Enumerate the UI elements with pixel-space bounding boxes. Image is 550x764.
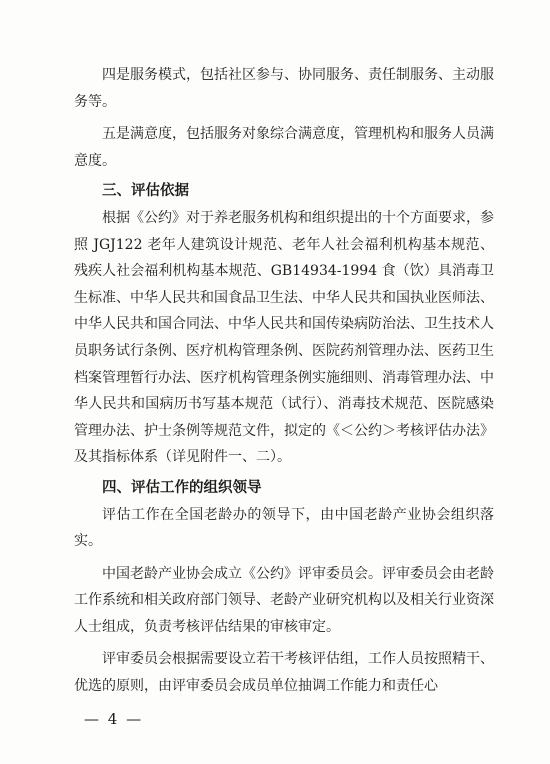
heading-evaluation-basis: 三、评估依据 [102,183,189,200]
paragraph-review-committee: 中国老龄产业协会成立《公约》评审委员会。评审委员会由老龄工作系统和相关政府部门领导、老龄产业研究机构以及相关行业资深人士组成，负责考核评估结果的审核审定。 [74,565,494,635]
document-body [74,62,494,700]
paragraph-service-mode: 四是服务模式，包括社区参与、协同服务、责任制服务、主动服务等。 [74,67,494,110]
page-number: — 4 — [84,710,144,728]
heading-organization-leadership: 四、评估工作的组织领导 [102,479,262,496]
paragraph-leadership: 评估工作在全国老龄办的领导下，由中国老龄产业协会组织落实。 [74,506,494,550]
paragraph-evaluation-basis: 根据《公约》对于养老服务机构和组织提出的十个方面要求，参照 JGJ122 老年人建筑设计规范、老年人社会福利机构基本规范、残疾人社会福利机构基本规范、GB14934-1994 食（饮）具消毒卫生标准、中华人民共和国食品卫生法、中华人民共和国执业医师法、中华人民共和国合同法、中华人民共和国传染病防治法、卫生技术人员职务试行条例、医疗机构管理条例、医院药剂管理办法、医药卫生档案管理暂行办法、医疗机构管理条例实施细则、消毒管理办法、中华人民共和国病历书写基本规范（试行）、消毒技术规范、医院感染管理办法、护士条例等规范文件，拟定的《＜公约＞考核评估办法》及其指标体系（详见附件一、二）。 [74,209,494,466]
paragraph-evaluation-groups: 评审委员会根据需要设立若干考核评估组，工作人员按照精干、优选的原则，由评审委员会成员单位抽调工作能力和责任心 [74,651,494,695]
paragraph-satisfaction: 五是满意度，包括服务对象综合满意度，管理机构和服务人员满意度。 [74,126,494,169]
